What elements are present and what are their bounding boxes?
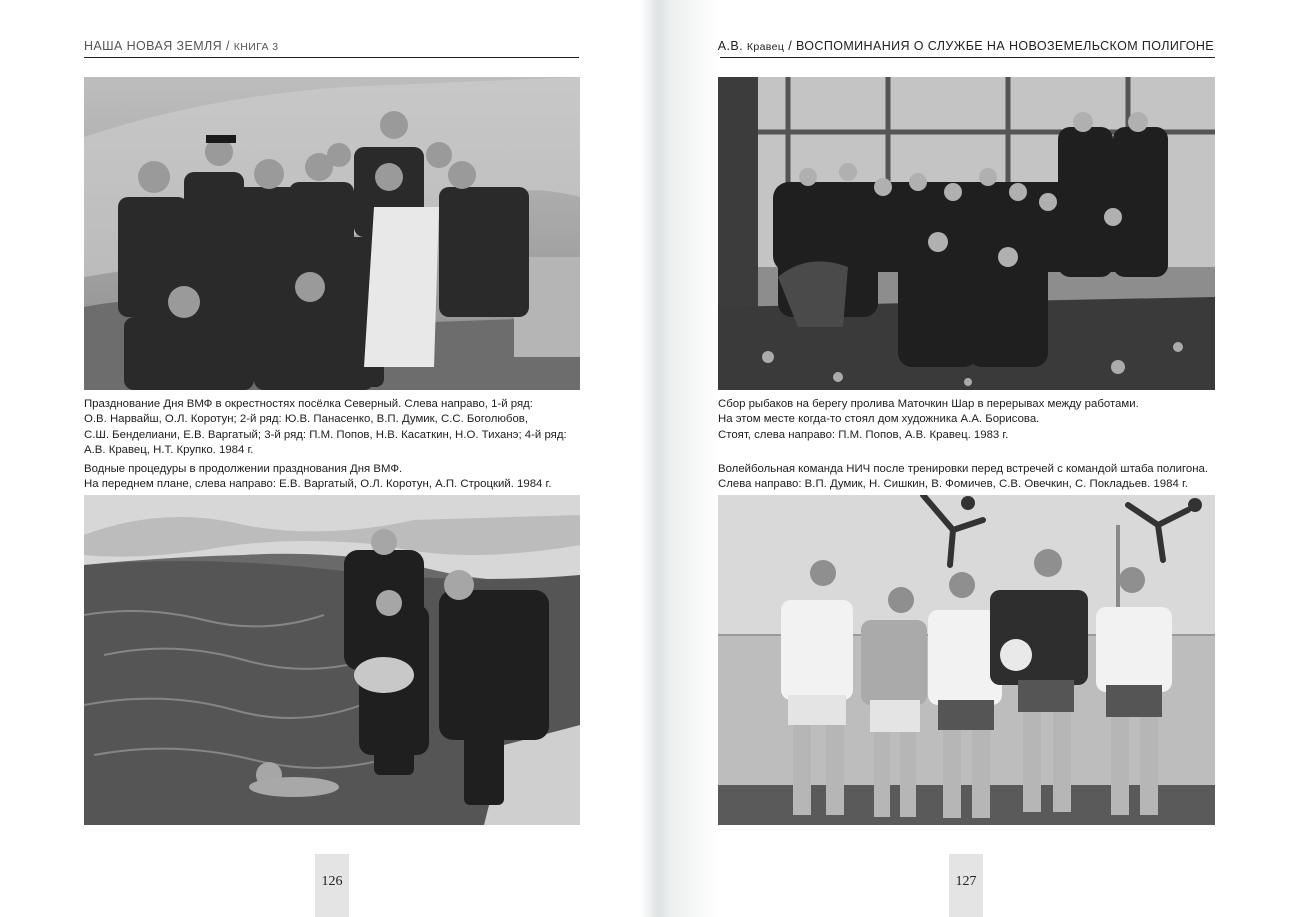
caption-line: Волейбольная команда НИЧ после тренировки перед встречей с командой штаба полигона. xyxy=(718,463,1209,475)
right-running-head-author-surname: Кравец xyxy=(746,41,785,53)
right-running-head-author-prefix: А.В. xyxy=(717,39,747,53)
right-running-head xyxy=(718,39,1214,53)
caption-navy-day-group xyxy=(84,397,567,459)
caption-line: А.В. Кравец, Н.Т. Крупко. 1984 г. xyxy=(84,444,254,457)
left-header-rule xyxy=(84,57,579,58)
caption-volleyball-team xyxy=(718,462,1208,493)
right-header-rule xyxy=(720,57,1215,58)
caption-line: На этом месте когда-то стоял дом художника А.А. Борисова. xyxy=(718,413,1040,426)
caption-line: Водные процедуры в продолжении празднования Дня ВМФ. xyxy=(84,463,403,475)
caption-line: Празднование Дня ВМФ в окрестностях посёлка Северный. Слева направо, 1-й ряд: xyxy=(84,398,533,410)
page-number-left: 126 xyxy=(315,854,349,917)
left-running-head xyxy=(84,39,279,53)
photo-water-procedures xyxy=(84,495,580,825)
left-running-head-title: НАША НОВАЯ ЗЕМЛЯ / xyxy=(84,39,234,53)
photo-fishermen-gathering xyxy=(718,77,1215,390)
photo-navy-day-group xyxy=(84,77,580,390)
caption-water-procedures xyxy=(84,462,551,493)
right-running-head-title: / ВОСПОМИНАНИЯ О СЛУЖБЕ НА НОВОЗЕМЕЛЬСКОМ ПОЛИГОНЕ xyxy=(784,39,1214,53)
caption-line: На переднем плане, слева направо: Е.В. Варгатый, О.Л. Коротун, А.П. Строцкий. 1984 г. xyxy=(84,478,552,491)
page-number-right: 127 xyxy=(949,854,983,917)
left-running-head-book: КНИГА 3 xyxy=(233,41,279,53)
caption-line: Сбор рыбаков на берегу пролива Маточкин Шар в перерывах между работами. xyxy=(718,398,1139,410)
caption-line: О.В. Нарвайш, О.Л. Коротун; 2-й ряд: Ю.В. Панасенко, В.П. Думик, С.С. Боголюбов, xyxy=(84,413,528,426)
caption-line: Слева направо: В.П. Думик, Н. Сишкин, В. Фомичев, С.В. Овечкин, С. Покладьев. 1984 г. xyxy=(718,478,1188,491)
photo-volleyball-team xyxy=(718,495,1215,825)
book-gutter xyxy=(640,0,720,917)
caption-line: Стоят, слева направо: П.М. Попов, А.В. Кравец. 1983 г. xyxy=(718,428,1009,441)
caption-fishermen-gathering xyxy=(718,397,1139,443)
caption-line: С.Ш. Бенделиани, Е.В. Варгатый; 3-й ряд: П.М. Попов, Н.В. Касаткин, Н.О. Тиханэ; 4-й ряд: xyxy=(84,428,567,441)
